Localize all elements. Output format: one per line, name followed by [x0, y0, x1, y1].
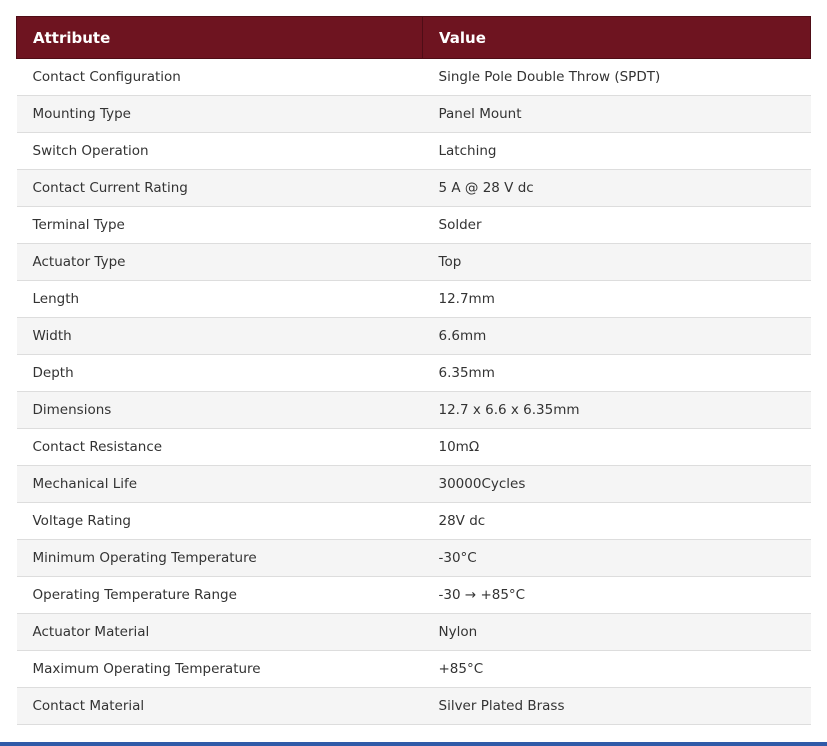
attribute-cell: Contact Resistance [17, 429, 423, 466]
table-row [17, 281, 811, 318]
table-row [17, 688, 811, 725]
attribute-cell: Maximum Operating Temperature [17, 651, 423, 688]
table-row [17, 540, 811, 577]
table-row [17, 577, 811, 614]
value-cell: +85°C [423, 651, 811, 688]
attribute-cell: Operating Temperature Range [17, 577, 423, 614]
specifications-table [16, 16, 811, 725]
bottom-accent-bar [0, 742, 827, 746]
table-row [17, 59, 811, 96]
value-cell: Single Pole Double Throw (SPDT) [423, 59, 811, 96]
attribute-cell: Switch Operation [17, 133, 423, 170]
value-cell: -30 → +85°C [423, 577, 811, 614]
attribute-cell: Actuator Material [17, 614, 423, 651]
value-cell: Silver Plated Brass [423, 688, 811, 725]
table-row [17, 170, 811, 207]
attribute-cell: Depth [17, 355, 423, 392]
value-cell: 12.7 x 6.6 x 6.35mm [423, 392, 811, 429]
value-cell: 6.35mm [423, 355, 811, 392]
table-row [17, 466, 811, 503]
value-cell: -30°C [423, 540, 811, 577]
attribute-cell: Dimensions [17, 392, 423, 429]
table-row [17, 355, 811, 392]
column-header-attribute: Attribute [17, 17, 423, 59]
attribute-cell: Contact Configuration [17, 59, 423, 96]
column-header-value: Value [423, 17, 811, 59]
table-row [17, 207, 811, 244]
attribute-cell: Length [17, 281, 423, 318]
value-cell: Solder [423, 207, 811, 244]
value-cell: 6.6mm [423, 318, 811, 355]
attribute-cell: Contact Material [17, 688, 423, 725]
table-row [17, 392, 811, 429]
value-cell: Top [423, 244, 811, 281]
attribute-cell: Mechanical Life [17, 466, 423, 503]
attribute-cell: Width [17, 318, 423, 355]
attribute-cell: Actuator Type [17, 244, 423, 281]
attribute-cell: Contact Current Rating [17, 170, 423, 207]
value-cell: Panel Mount [423, 96, 811, 133]
value-cell: 10mΩ [423, 429, 811, 466]
attribute-cell: Terminal Type [17, 207, 423, 244]
table-row [17, 429, 811, 466]
table-row [17, 244, 811, 281]
table-row [17, 651, 811, 688]
value-cell: Nylon [423, 614, 811, 651]
value-cell: 28V dc [423, 503, 811, 540]
value-cell: 12.7mm [423, 281, 811, 318]
value-cell: 30000Cycles [423, 466, 811, 503]
table-header-row [17, 17, 811, 59]
table-row [17, 318, 811, 355]
attribute-cell: Mounting Type [17, 96, 423, 133]
table-row [17, 133, 811, 170]
attribute-cell: Voltage Rating [17, 503, 423, 540]
table-row [17, 96, 811, 133]
table-row [17, 503, 811, 540]
value-cell: Latching [423, 133, 811, 170]
value-cell: 5 A @ 28 V dc [423, 170, 811, 207]
attribute-cell: Minimum Operating Temperature [17, 540, 423, 577]
table-row [17, 614, 811, 651]
